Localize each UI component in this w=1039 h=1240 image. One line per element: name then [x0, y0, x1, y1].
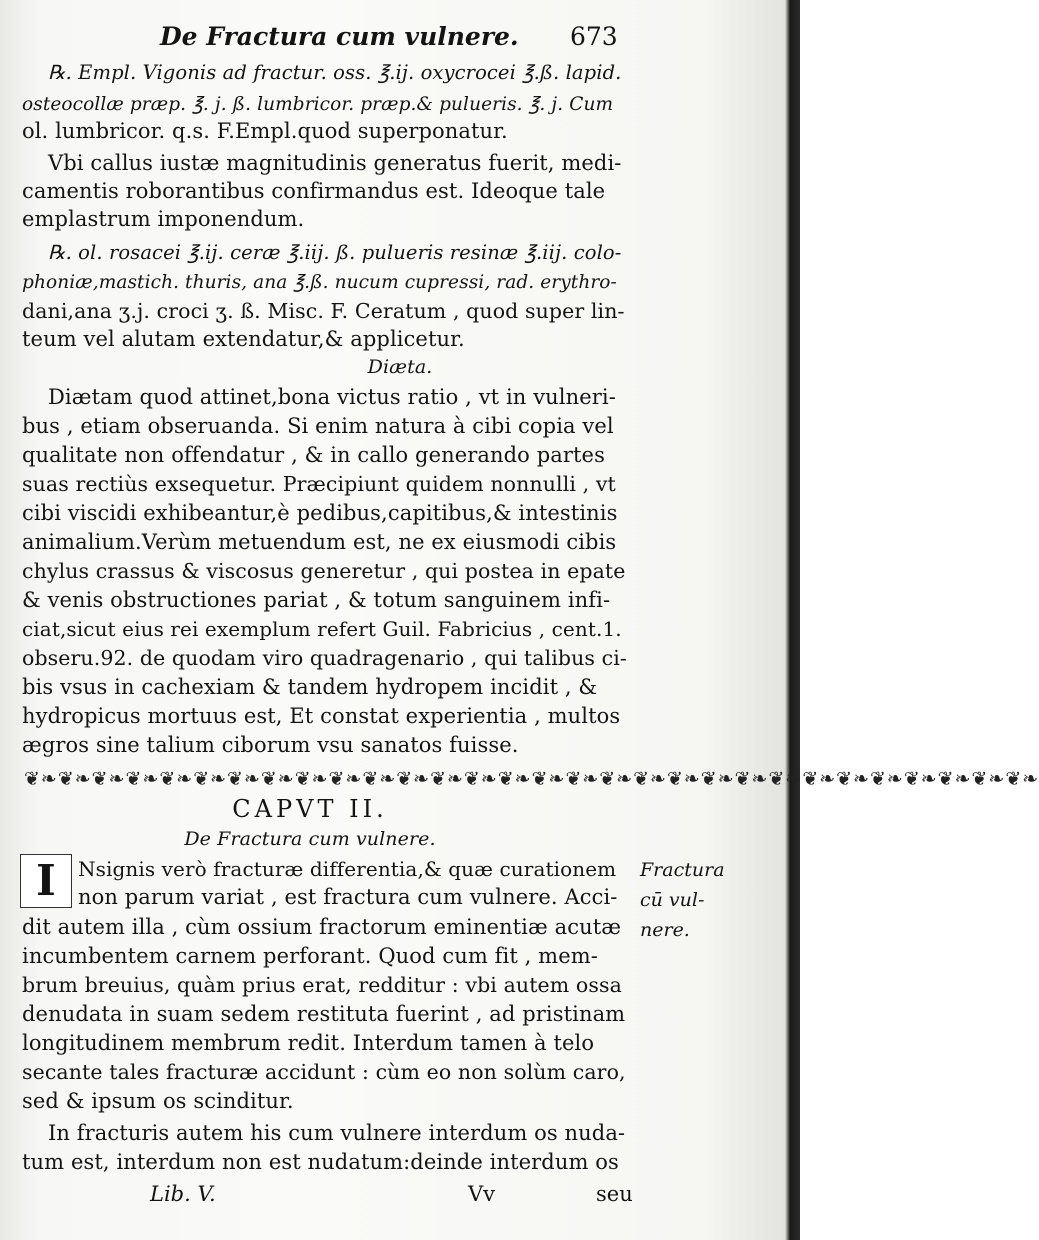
- text-line: cibi viscidi exhibeantur,è pedibus,capitibus,& intestinis: [22, 501, 618, 525]
- gathering-mark: Vv: [468, 1182, 496, 1206]
- margin-note-line: cū vul-: [640, 889, 705, 911]
- text-line: ol. lumbricor. q.s. F.Empl.quod superponatur.: [22, 119, 508, 143]
- text-line: ℞. ol. rosacei ℥.ij. ceræ ℥.iij. ß. pulueris resinæ ℥.iij. colo-: [48, 241, 622, 264]
- text-line: obseru.92. de quodam viro quadragenario , qui talibus ci-: [22, 646, 627, 670]
- text-line: emplastrum imponendum.: [22, 207, 305, 231]
- text-line: longitudinem membrum redit. Interdum tamen à telo: [22, 1031, 595, 1055]
- text-line: bis vsus in cachexiam & tandem hydropem incidit , &: [22, 675, 598, 699]
- catchword: seu: [596, 1182, 633, 1206]
- text-line: hydropicus mortuus est, Et constat experientia , multos: [22, 704, 621, 728]
- text-line: tum est, interdum non est nudatum:deinde interdum os: [22, 1150, 619, 1174]
- chapter-subtitle: De Fractura cum vulnere.: [184, 828, 436, 850]
- ornamental-divider: ❦❧❦❧❦❧❦❧❦❧❦❧❦❧❦❧❦❧❦❧❦❧❦❧❦❧❦❧❦❧❦❧❦❧❦❧❦❧❦❧❦❧❦❧❦❧❦❧❦❧❦❧❦❧❦❧❦❧❦❧: [24, 768, 1039, 790]
- text-line: brum breuius, quàm prius erat, redditur : vbi autem ossa: [22, 973, 622, 997]
- text-line: chylus crassus & viscosus generetur , qui postea in epate: [22, 559, 626, 583]
- text-line: sed & ipsum os scinditur.: [22, 1089, 294, 1113]
- text-line: dani,ana ʒ.j. croci ʒ. ß. Misc. F. Ceratum , quod super lin-: [22, 299, 625, 323]
- section-heading-diaeta: Diæta.: [367, 356, 433, 378]
- text-line: bus , etiam obseruanda. Si enim natura à cibi copia vel: [22, 414, 614, 438]
- text-line: teum vel alutam extendatur,& applicetur.: [22, 327, 465, 351]
- text-line: camentis roborantibus confirmandus est. Ideoque tale: [22, 179, 606, 203]
- page-number: 673: [570, 22, 618, 51]
- text-line: dit autem illa , cùm ossium fractorum eminentiæ acutæ: [22, 915, 622, 939]
- text-line: animalium.Verùm metuendum est, ne ex eiusmodi cibis: [22, 530, 617, 554]
- text-line: osteocollæ præp. ℥. j. ß. lumbricor. præp.& pulueris. ℥. j. Cum: [22, 94, 614, 115]
- text-line: Nsignis verò fracturæ differentia,& quæ curationem: [78, 857, 617, 881]
- text-line: & venis obstructiones pariat , & totum sanguinem infi-: [22, 588, 611, 612]
- margin-note-line: nere.: [640, 919, 690, 941]
- text-line: suas rectiùs exsequetur. Præcipiunt quidem nonnulli , vt: [22, 472, 616, 496]
- text-line: incumbentem carnem perforant. Quod cum fit , mem-: [22, 944, 598, 968]
- text-line: ciat,sicut eius rei exemplum refert Guil. Fabricius , cent.1.: [22, 617, 622, 641]
- text-line: Vbi callus iustæ magnitudinis generatus fuerit, medi-: [48, 151, 622, 175]
- text-line: In fracturis autem his cum vulnere interdum os nuda-: [48, 1121, 626, 1145]
- signature-mark: Lib. V.: [150, 1182, 216, 1206]
- margin-note-line: Fractura: [640, 859, 725, 881]
- text-line: non parum variat , est fractura cum vulnere. Acci-: [78, 885, 618, 909]
- text-line: denudata in suam sedem restituta fuerint , ad pristinam: [22, 1002, 626, 1026]
- text-line: Diætam quod attinet,bona victus ratio , vt in vulneri-: [48, 385, 616, 409]
- drop-capital: I: [20, 854, 72, 908]
- chapter-title: CAPVT II.: [232, 795, 388, 823]
- text-line: secante tales fracturæ accidunt : cùm eo non solùm caro,: [22, 1060, 626, 1084]
- text-line: qualitate non offendatur , & in callo generando partes: [22, 443, 605, 467]
- text-line: ægros sine talium ciborum vsu sanatos fuisse.: [22, 733, 519, 757]
- text-line: ℞. Empl. Vigonis ad fractur. oss. ℥.ij. oxycrocei ℥.ß. lapid.: [48, 61, 622, 84]
- text-line: phoniæ,mastich. thuris, ana ℥.ß. nucum cupressi, rad. erythro-: [22, 272, 617, 293]
- running-head: De Fractura cum vulnere.: [160, 22, 519, 51]
